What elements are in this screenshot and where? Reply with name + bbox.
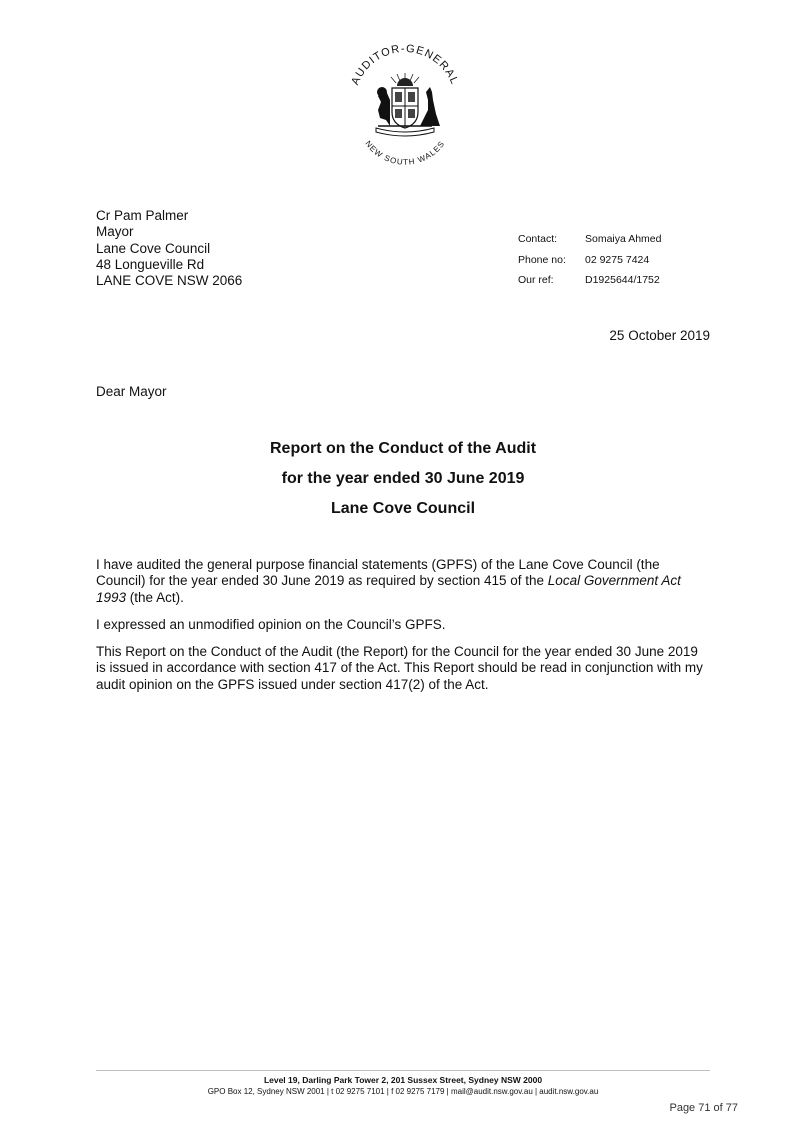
page-number: Page 71 of 77: [669, 1102, 738, 1114]
letter-date: 25 October 2019: [609, 328, 710, 343]
phone-label: Phone no:: [518, 253, 566, 266]
reference-row: [518, 270, 661, 291]
body-paragraph-1: [96, 557, 710, 606]
body-paragraph-2: I expressed an unmodified opinion on the Council’s GPFS.: [96, 616, 446, 632]
act-name: Local Government Act 1993: [96, 573, 681, 605]
salutation: Dear Mayor: [96, 384, 167, 399]
svg-text:NEW SOUTH WALES: NEW SOUTH WALES: [363, 139, 447, 167]
report-title-line-3: Lane Cove Council: [330, 500, 476, 517]
recipient-organisation: Lane Cove Council: [96, 240, 211, 256]
report-title-line-1: Report on the Conduct of the Audit: [269, 440, 537, 457]
contact-row: [518, 229, 661, 250]
recipient-street: 48 Longueville Rd: [96, 256, 205, 272]
recipient-suburb: LANE COVE NSW 2066: [96, 273, 243, 289]
contact-value: Somaiya Ahmed: [585, 233, 662, 245]
footer-postal-contacts: GPO Box 12, Sydney NSW 2001 | t 02 9275 7101 | f 02 9275 7179 | mail@audit.nsw.gov.au | audit.nsw.gov.au: [207, 1087, 599, 1096]
body-paragraph-1-tail: (the Act).: [126, 589, 184, 605]
body-paragraph-3: This Report on the Conduct of the Audit (the Report) for the Council for the year ended 30 June 2019 is issued in accordance with section 417 of the Act. This Report should be read in conjunction with my audit opinion on the GPFS issued under section 417(2) of the Act.: [96, 644, 703, 692]
recipient-address: [96, 208, 242, 289]
reference-value: D1925644/1752: [585, 274, 660, 286]
svg-text:AUDITOR-GENERAL: AUDITOR-GENERAL: [349, 42, 461, 87]
phone-value: 02 9275 7424: [585, 253, 650, 266]
letter-body: [96, 557, 710, 704]
recipient-title: Mayor: [96, 224, 134, 240]
auditor-general-seal-logo: [340, 40, 470, 180]
body-paragraph-1-text: I have audited the general purpose financial statements (GPFS) of the Lane Cove Council (the Council) for the year ended 30 June 2019 as required by section 415 of the: [96, 557, 660, 589]
letter-footer: [96, 1070, 710, 1096]
report-title: [96, 438, 710, 528]
reference-label: Our ref:: [518, 274, 554, 286]
phone-row: [518, 250, 661, 271]
footer-street-address: Level 19, Darling Park Tower 2, 201 Sussex Street, Sydney NSW 2000: [263, 1075, 543, 1085]
contact-details: [518, 229, 661, 291]
recipient-name: Cr Pam Palmer: [96, 208, 189, 223]
report-title-line-2: for the year ended 30 June 2019: [281, 470, 525, 487]
contact-label: Contact:: [518, 233, 558, 245]
